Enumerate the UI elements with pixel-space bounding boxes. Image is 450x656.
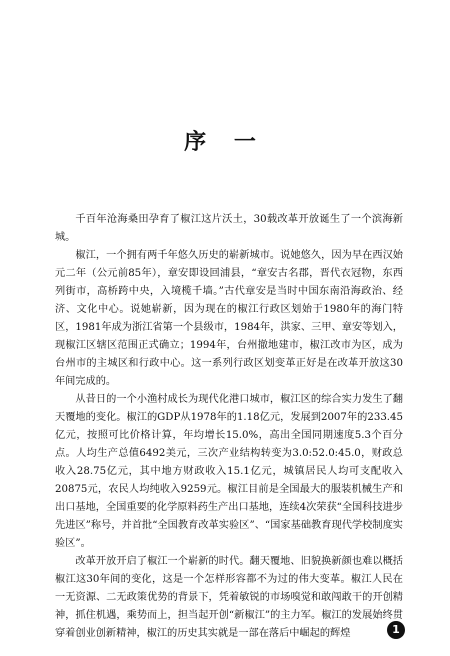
page-number-badge: 1 <box>387 621 405 639</box>
body-text <box>55 211 403 643</box>
paragraph: 千百年沧海桑田孕育了椒江这片沃土，30载改革开放诞生了一个滨海新城。 <box>55 214 403 243</box>
paragraph: 从昔日的一个小渔村成长为现代化港口城市，椒江区的综合实力发生了翻天覆地的变化。椒江的GDP从1978年的1.18亿元，发展到2007年的233.45亿元，按照可比价格计算，年均增长15.0%，高出全国同期速度5.3个百分点。人均生产总值6492美元，三次产业结构转变为3.0:52.0:45.0，财政总收入28.75亿元，其中地方财政收入15.1亿元，城镇居民人均可支配收入20875元，农民人均纯收入9259元。椒江目前是全国最大的服装机械生产和出口基地，全国重要的化学原料药生产出口基地，连续4次荣获“全国科技进步先进区”称号，并首批“全国教育改革实验区”、“国家基础教育现代学校制度实验区”。 <box>55 394 403 549</box>
paragraph: 改革开放开启了椒江一个崭新的时代。翻天覆地、旧貌换新颜也难以概括椒江这30年间的变化，这是一个怎样形容都不为过的伟大变革。椒江人民在一无资源、二无政策优势的背景下，凭着敏锐的市场嗅觉和敢闯敢干的开创精神，抓住机遇，乘势而上，担当起开创“新椒江”的主力军。椒江的发展始终贯穿着创业创新精神，椒江的历史其实就是一部在落后中崛起的辉煌 <box>55 556 403 639</box>
page-title: 序 一 <box>184 130 266 155</box>
paragraph: 椒江，一个拥有两千年悠久历史的崭新城市。说她悠久，因为早在西汉始元二年（公元前85年），章安即设回浦县，“章安古名郡，晋代衣冠物，东西列街市，高桥跨中央，入境榄千墙。”古代章安是当时中国东南沿海政治、经济、文化中心。说她崭新，因为现在的椒江行政区划始于1980年的海门特区，1981年成为浙江省第一个县级市，1984年，洪家、三甲、章安等划入，现椒江区辖区范围正式确立；1994年，台州撤地建市，椒江改市为区，成为台州市的主城区和行政中心。这一系列行政区划变革正好是在改革开放这30年间完成的。 <box>55 250 403 387</box>
